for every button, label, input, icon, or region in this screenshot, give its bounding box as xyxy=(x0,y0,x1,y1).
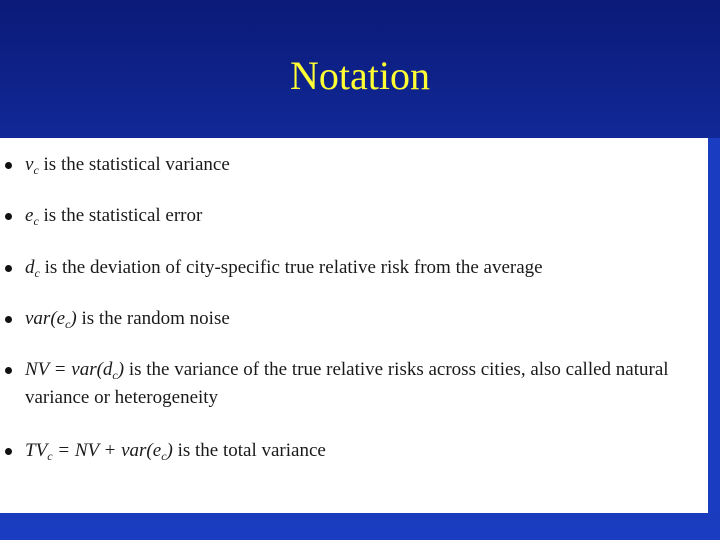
bullet-dot-icon xyxy=(5,162,12,169)
bullet-text: $e_c$ is the statistical error xyxy=(25,205,203,228)
content-panel xyxy=(0,138,708,513)
bullet-text: $v_c$ is the statistical variance xyxy=(25,154,230,177)
bullet-text-continuation: variance or heterogeneity xyxy=(25,387,219,408)
bullet-dot-icon xyxy=(5,213,12,220)
bullet-dot-icon xyxy=(5,316,12,323)
bullet-item xyxy=(0,357,700,411)
slide-background-edge xyxy=(708,138,720,513)
bullet-text: $d_c$ is the deviation of city-specific true relative risk from the average xyxy=(25,257,543,280)
bullet-text: $TV_c$ = NV + $var(e_c)$ is the total variance xyxy=(25,440,326,463)
bullet-dot-icon xyxy=(5,448,12,455)
bullet-text: NV = $var(d_c)$ is the variance of the true relative risks across cities, also called natural xyxy=(25,359,669,382)
bullet-dot-icon xyxy=(5,265,12,272)
bullet-text: $var(e_c)$ is the random noise xyxy=(25,308,230,331)
slide-title: Notation xyxy=(290,53,430,98)
bullet-dot-icon xyxy=(5,367,12,374)
